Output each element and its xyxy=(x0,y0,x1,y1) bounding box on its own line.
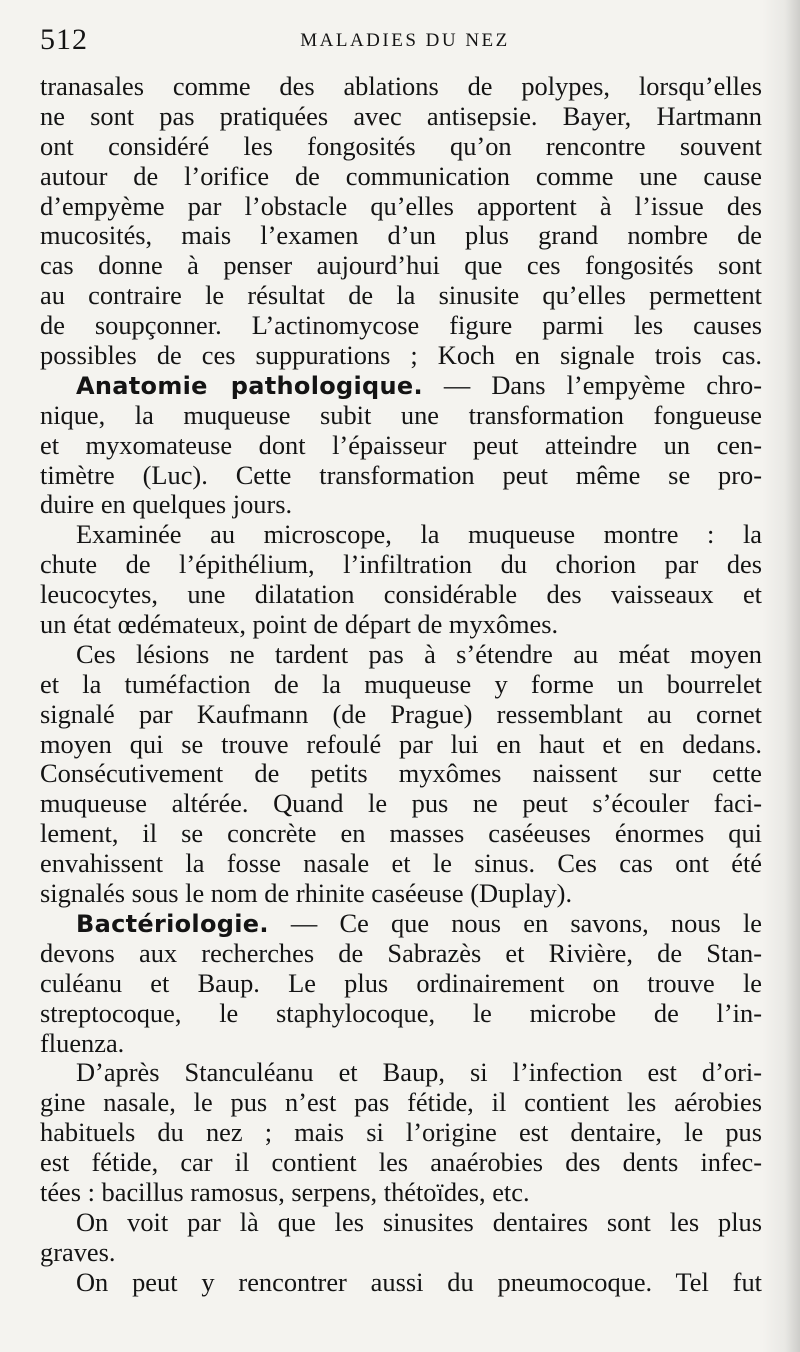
section-line-bacteriologie xyxy=(40,909,762,939)
text-line: habituels du nez ; mais si l’origine est dentaire, le pus xyxy=(40,1117,762,1148)
text-line: et la tuméfaction de la muqueuse y forme un bourrelet xyxy=(40,668,762,699)
text-line: chute de l’épithélium, l’infiltration du chorion par des xyxy=(40,549,762,580)
text-line: nique, la muqueuse subit une transformation fongueuse xyxy=(40,399,762,430)
page-header xyxy=(40,20,770,60)
text-line: muqueuse altérée. Quand le pus ne peut s’écouler faci- xyxy=(40,788,762,819)
text-line: envahissent la fosse nasale et le sinus. Ces cas ont été xyxy=(40,848,762,879)
text-line: On peut y rencontrer aussi du pneumocoque. Tel fut xyxy=(76,1266,762,1297)
text-line: moyen qui se trouve refoulé par lui en haut et en dedans. xyxy=(40,728,762,759)
body-text xyxy=(40,72,762,1298)
text-line: au contraire le résultat de la sinusite qu’elles permettent xyxy=(40,280,762,311)
text-line: autour de l’orifice de communication comme une cause xyxy=(40,160,762,191)
text-line: Examinée au microscope, la muqueuse montre : la xyxy=(76,519,762,550)
text-line: Ces lésions ne tardent pas à s’étendre au méat moyen xyxy=(76,638,762,669)
text-line: leucocytes, une dilatation considérable des vaisseaux et xyxy=(40,579,762,610)
text-line: gine nasale, le pus n’est pas fétide, il contient les aérobies xyxy=(40,1087,762,1118)
text-line: devons aux recherches de Sabrazès et Rivière, de Stan- xyxy=(40,937,762,968)
text-line: tranasales comme des ablations de polypes, lorsqu’elles xyxy=(40,71,762,101)
text-line: Consécutivement de petits myxômes naissent sur cette xyxy=(40,758,762,789)
text-line: est fétide, car il contient les anaérobies des dents infec- xyxy=(40,1147,762,1178)
text-line: ne sont pas pratiquées avec antisepsie. Bayer, Hartmann xyxy=(40,100,762,131)
text-line: cas donne à penser aujourd’hui que ces fongosités sont xyxy=(40,250,762,281)
text-line: culéanu et Baup. Le plus ordinairement on trouve le xyxy=(40,967,762,998)
text-line: timètre (Luc). Cette transformation peut même se pro- xyxy=(40,459,762,490)
text-line: D’après Stanculéanu et Baup, si l’infection est d’ori- xyxy=(76,1057,762,1088)
text-line: possibles de ces suppurations ; Koch en signale trois cas. xyxy=(40,340,762,371)
text-line: mucosités, mais l’examen d’un plus grand nombre de xyxy=(40,220,762,251)
text-line: et myxomateuse dont l’épaisseur peut atteindre un cen- xyxy=(40,429,762,460)
running-title: MALADIES DU NEZ xyxy=(300,30,510,51)
text-line: de soupçonner. L’actinomycose figure parmi les causes xyxy=(40,310,762,341)
section-line-text: — Ce que nous en savons, nous le xyxy=(268,907,762,938)
text-line: ont considéré les fongosités qu’on rencontre souvent xyxy=(40,130,762,161)
text-line: signalés sous le nom de rhinite caséeuse (Duplay). xyxy=(40,878,573,909)
section-heading-anatomie: Anatomie pathologique. xyxy=(76,371,423,400)
section-line-text: — Dans l’empyème chro- xyxy=(422,369,762,400)
text-line: un état œdémateux, point de départ de myxômes. xyxy=(40,609,559,640)
page-edge-shadow xyxy=(762,0,800,1352)
text-line: d’empyème par l’obstacle qu’elles apportent à l’issue des xyxy=(40,190,762,221)
section-heading-bacteriologie: Bactériologie. xyxy=(76,909,269,938)
text-line: lement, il se concrète en masses caséeuses énormes qui xyxy=(40,818,762,849)
text-line: streptocoque, le staphylocoque, le microbe de l’in- xyxy=(40,997,762,1028)
text-line: On voit par là que les sinusites dentaires sont les plus xyxy=(76,1206,762,1237)
text-line: duire en quelques jours. xyxy=(40,489,293,520)
text-line: tées : bacillus ramosus, serpens, thétoïdes, etc. xyxy=(40,1176,530,1207)
text-line: graves. xyxy=(40,1236,116,1267)
text-line: fluenza. xyxy=(40,1027,125,1058)
page-number: 512 xyxy=(40,23,88,56)
text-line: signalé par Kaufmann (de Prague) ressemblant au cornet xyxy=(40,698,762,729)
section-line-anatomie xyxy=(40,371,762,401)
